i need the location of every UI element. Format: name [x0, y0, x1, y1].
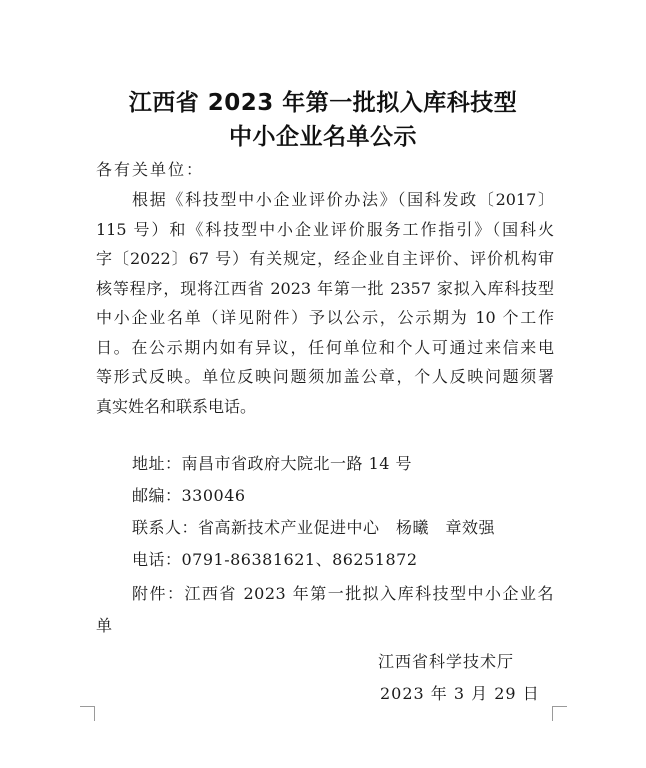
body-line: 核等程序，现将江西省 2023 年第一批 2357 家拟入库科技型 [96, 278, 554, 298]
page-corner-mark-right [552, 706, 567, 721]
body-paragraph [96, 190, 554, 426]
body-line: 真实姓名和联系电话。 [96, 396, 257, 416]
body-line: 日。在公示期内如有异议，任何单位和个人可通过来信来电 [96, 337, 554, 357]
salutation: 各有关单位： [96, 160, 205, 179]
body-line: 115 号）和《科技型中小企业评价服务工作指引》（国科火 [96, 219, 554, 239]
attachment-line: 附件：江西省 2023 年第一批拟入库科技型中小企业名 [132, 584, 554, 603]
body-line: 字〔2022〕67 号）有关规定，经企业自主评价、评价机构审 [96, 249, 554, 268]
page-corner-mark-left [80, 706, 95, 721]
attachment-line-continued: 单 [96, 616, 113, 635]
phone-line: 电话：0791-86381621、86251872 [132, 550, 418, 569]
body-line: 等形式反映。单位反映问题须加盖公章，个人反映问题须署 [96, 367, 554, 386]
zip-code-line: 邮编：330046 [132, 486, 246, 505]
body-line: 根据《科技型中小企业评价办法》（国科发政〔2017〕 [132, 190, 554, 209]
contact-person-line: 联系人：省高新技术产业促进中心 杨曦 章效强 [132, 518, 496, 537]
document-title-line-1: 江西省 2023 年第一批拟入库科技型 [128, 90, 518, 116]
signing-date: 2023 年 3 月 29 日 [380, 684, 540, 703]
signing-organization: 江西省科学技术厅 [378, 652, 515, 671]
address-line: 地址：南昌市省政府大院北一路 14 号 [132, 454, 413, 473]
document-title-line-2: 中小企业名单公示 [229, 124, 417, 150]
body-line: 中小企业名单（详见附件）予以公示，公示期为 10 个工作 [96, 308, 554, 327]
